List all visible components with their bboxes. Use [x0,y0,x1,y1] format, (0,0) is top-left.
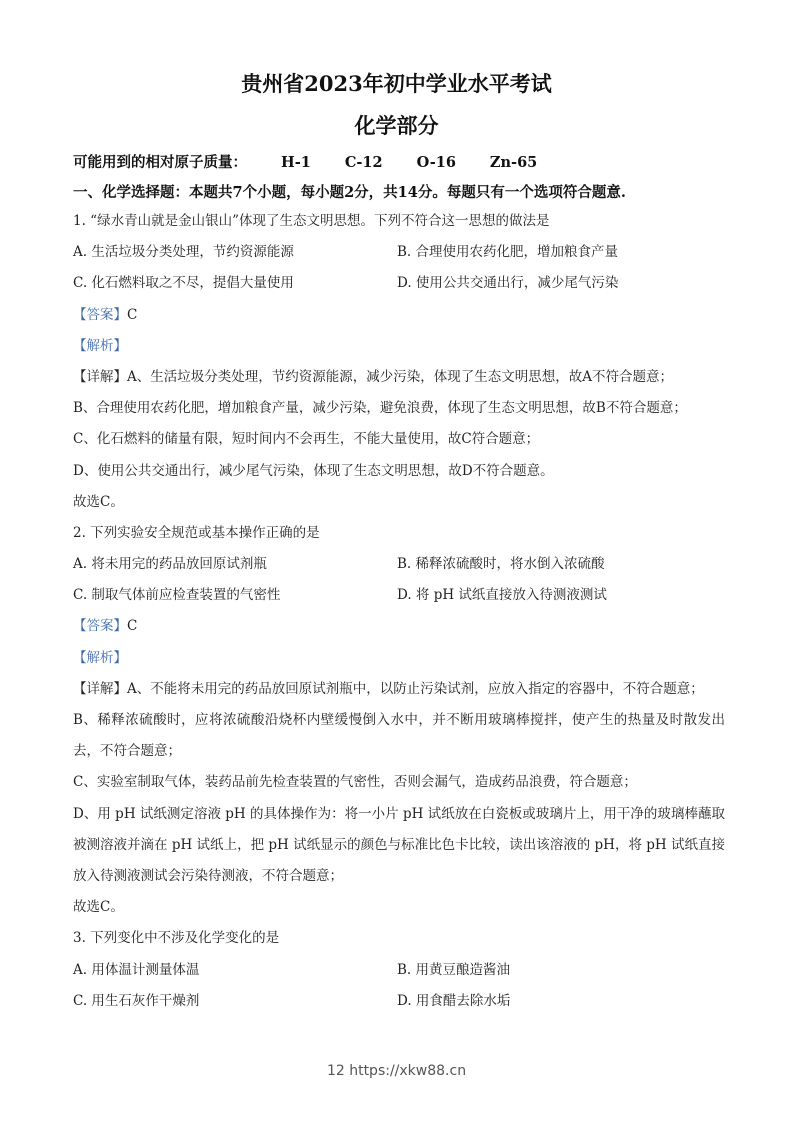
detail-line [73,362,725,393]
question-stem: 3. 下列变化中不涉及化学变化的是 [73,930,280,947]
options-row [73,986,725,1017]
detail-line [73,456,725,487]
detail-line [73,736,725,767]
detail-line [73,705,725,736]
detail-text: A、不能将未用完的药品放回原试剂瓶中，以防止污染试剂，应放入指定的容器中，不符合题意； [127,680,704,697]
detail-line [73,424,725,455]
detail-text: 被测溶液并滴在 pH 试纸上，把 pH 试纸显示的颜色与标准比色卡比较，读出该溶液的 pH，将 pH 试纸直接 [73,836,725,853]
analysis-tag: 【解析】 [73,337,127,354]
detail-text: C、实验室制取气体，装药品前先检查装置的气密性，否则会漏气，造成药品浪费，符合题意； [73,774,637,791]
detail-line [73,393,725,424]
detail-text: 去，不符合题意； [73,743,181,760]
atomic-masses-label: 可能用到的相对原子质量： [73,154,247,171]
section-heading: 一、化学选择题：本题共7个小题，每小题2分，共14分。每题只有一个选项符合题意. [73,184,626,201]
page-footer: 12 https://xkw88.cn [326,1063,467,1079]
options-row [73,268,725,299]
atomic-mass: Zn-65 [489,154,538,171]
detail-text: B、稀释浓硫酸时，应将浓硫酸沿烧杯内壁缓慢倒入水中，并不断用玻璃棒搅拌，使产生的热量及时散发出 [73,712,725,728]
atomic-mass: H-1 [281,154,311,171]
detail-text: C、化石燃料的储量有限，短时间内不会再生，不能大量使用，故C符合题意； [73,431,540,448]
answer-line [73,611,725,642]
conclusion: 故选C。 [73,899,124,916]
option-d: D. 将 pH 试纸直接放入待测液测试 [397,587,607,604]
detail-line [73,861,725,892]
answer-value: C [127,306,138,323]
answer-line [73,300,725,331]
question-stem: 1. “绿水青山就是金山银山”体现了生态文明思想。下列不符合这一思想的做法是 [73,213,550,229]
detail-text: B、合理使用农药化肥，增加粮食产量，减少污染，避免浪费，体现了生态文明思想，故B不符合题意； [73,400,687,417]
detail-text: D、用 pH 试纸测定溶液 pH 的具体操作为：将一小片 pH 试纸放在白瓷板或玻璃片上，用干净的玻璃棒蘸取 [73,805,725,822]
detail-text: A、生活垃圾分类处理，节约资源能源，减少污染，体现了生态文明思想，故A不符合题意； [127,368,673,385]
atomic-masses [73,151,537,172]
analysis-line [73,331,725,362]
atomic-mass: O-16 [416,154,456,171]
detail-text: 放入待测液测试会污染待测液，不符合题意； [73,867,343,884]
option-a: A. 用体温计测量体温 [73,961,200,978]
conclusion: 故选C。 [73,493,124,510]
option-c: C. 用生石灰作干燥剂 [73,992,200,1009]
option-d: D. 使用公共交通出行，减少尾气污染 [397,275,619,292]
answer-tag: 【答案】 [73,618,127,635]
question-stem: 2. 下列实验安全规范或基本操作正确的是 [73,524,320,541]
option-b: B. 合理使用农药化肥，增加粮食产量 [397,244,619,261]
option-c: C. 制取气体前应检查装置的气密性 [73,587,281,604]
detail-line [73,830,725,861]
options-row [73,955,725,986]
atomic-mass: C-12 [344,154,383,171]
document-title: 贵州省2023年初中学业水平考试 [241,71,552,96]
analysis-line [73,643,725,674]
option-a: A. 将未用完的药品放回原试剂瓶 [73,556,267,573]
option-c: C. 化石燃料取之不尽，提倡大量使用 [73,275,294,292]
detail-tag: 【详解】 [73,368,127,385]
options-row [73,549,725,580]
option-b: B. 用黄豆酿造酱油 [397,961,511,978]
document-body [73,206,725,1017]
detail-line [73,674,725,705]
detail-line [73,767,725,798]
options-row [73,580,725,611]
options-row [73,237,725,268]
option-b: B. 稀释浓硫酸时，将水倒入浓硫酸 [397,556,605,573]
answer-tag: 【答案】 [73,306,127,323]
detail-text: D、使用公共交通出行，减少尾气污染，体现了生态文明思想，故D不符合题意。 [73,462,554,479]
answer-value: C [127,618,138,635]
analysis-tag: 【解析】 [73,649,127,666]
detail-line [73,799,725,830]
detail-tag: 【详解】 [73,680,127,697]
document-subtitle: 化学部分 [354,113,439,138]
option-a: A. 生活垃圾分类处理，节约资源能源 [73,244,294,261]
option-d: D. 用食醋去除水垢 [397,992,511,1009]
